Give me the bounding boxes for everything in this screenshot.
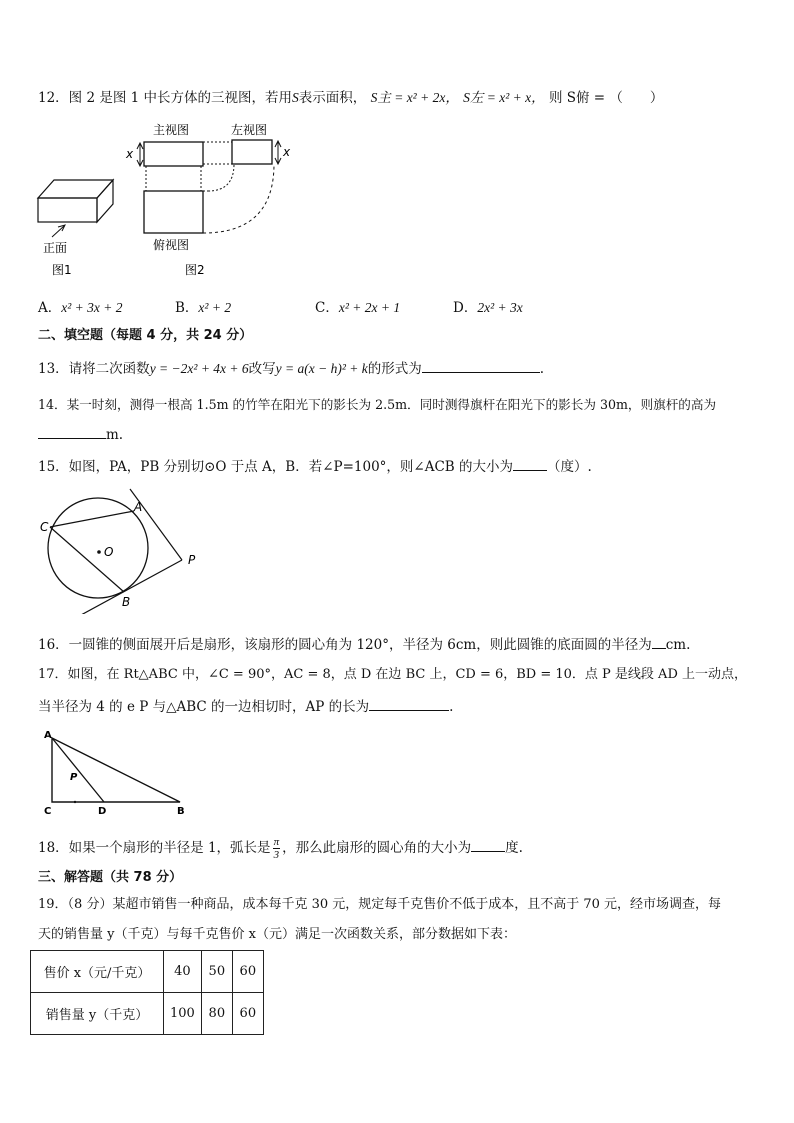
option-c: C．x² + 2x + 1 bbox=[315, 300, 401, 316]
option-a: A．x² + 3x + 2 bbox=[38, 300, 123, 316]
svg-text:A: A bbox=[134, 500, 143, 514]
option-b: B．x² + 2 bbox=[175, 300, 232, 316]
q15: 15．如图，PA，PB 分别切⊙O 于点 A，B．若∠P=100°，则∠ACB 的大小为 （度）. bbox=[38, 456, 592, 477]
svg-text:B: B bbox=[122, 595, 131, 609]
q12-stem: 12．图 2 是图 1 中长方体的三视图，若用S表示面积， S主 = x² + 2x， S左 = x² + x， 则 S俯 = （ ） bbox=[38, 90, 664, 106]
q18: 18．如果一个扇形的半径是 1，弧长是 $\frac{\pi}{3}$ ，那么此扇形的圆心角的大小为 度. bbox=[38, 836, 523, 861]
front-view-rect bbox=[144, 142, 203, 166]
section-2-heading: 二、填空题（每题 4 分，共 24 分） bbox=[38, 328, 253, 343]
svg-text:P: P bbox=[188, 553, 196, 567]
q15-figure bbox=[30, 482, 210, 614]
q17-figure bbox=[38, 728, 198, 818]
q17-answer-blank[interactable] bbox=[369, 696, 449, 711]
svg-text:D: D bbox=[98, 806, 107, 817]
fig1-label: 图1 bbox=[52, 263, 72, 277]
svg-text:B: B bbox=[177, 806, 185, 817]
fig-front-view-label: 主视图 bbox=[153, 123, 190, 137]
svg-text:A: A bbox=[44, 730, 52, 741]
q17-line1: 17．如图，在 Rt△ABC 中，∠C = 90°，AC = 8，点 D 在边 BC 上，CD = 6，BD = 10．点 P 是线段 AD 上一动点， bbox=[38, 667, 748, 682]
q16: 16．一圆锥的侧面展开后是扇形，该扇形的圆心角为 120°，半径为 6cm，则此圆锥的底面圆的半径为 cm. bbox=[38, 634, 690, 655]
table-row: 售价 x（元/千克） 40 50 60 bbox=[31, 951, 264, 993]
q17-line2: 当半径为 4 的 e P 与△ABC 的一边相切时，AP 的长为 . bbox=[38, 696, 453, 717]
q13: 13．请将二次函数y = −2x² + 4x + 6改写y = a(x − h)² + k的形式为 . bbox=[38, 358, 544, 379]
svg-text:C: C bbox=[40, 520, 49, 534]
fig-top-view-label: 俯视图 bbox=[153, 238, 190, 252]
option-d: D．2x² + 3x bbox=[453, 300, 523, 316]
q15-answer-blank[interactable] bbox=[513, 456, 547, 471]
triangle-abc bbox=[52, 738, 180, 802]
q19-line1: 19．（8 分）某超市销售一种商品，成本每千克 30 元，规定每千克售价不低于成本，且不高于 70 元，经市场调查，每 bbox=[38, 897, 722, 912]
left-view-rect bbox=[232, 140, 272, 164]
dim-x-front: x bbox=[126, 147, 134, 161]
q19-table bbox=[30, 950, 264, 1035]
q14-answer-blank[interactable] bbox=[38, 424, 106, 439]
box-front-face bbox=[38, 198, 97, 222]
fig-left-view-label: 左视图 bbox=[231, 123, 268, 137]
q19-line2: 天的销售量 y（千克）与每千克售价 x（元）满足一次函数关系，部分数据如下表： bbox=[38, 927, 516, 942]
q13-answer-blank[interactable] bbox=[422, 358, 540, 373]
q12-eq-front: S主 = x² + 2x， bbox=[370, 90, 459, 105]
q18-fraction: $\frac{\pi}{3}$ bbox=[273, 836, 280, 861]
q15-circle bbox=[48, 498, 148, 598]
fig2-label: 图2 bbox=[185, 263, 205, 277]
svg-text:P: P bbox=[70, 772, 78, 783]
table-row: 销售量 y（千克） 100 80 60 bbox=[31, 993, 264, 1035]
q16-answer-blank[interactable] bbox=[652, 634, 666, 649]
dim-x-left: x bbox=[283, 145, 291, 159]
section-3-heading: 三、解答题（共 78 分） bbox=[38, 870, 183, 885]
svg-text:C: C bbox=[44, 806, 52, 817]
q14-line1: 14．某一时刻，测得一根高 1.5m 的竹竿在阳光下的影长为 2.5m．同时测得旗杆在阳光下的影长为 30m，则旗杆的高为 bbox=[38, 397, 717, 412]
q12-figure bbox=[30, 118, 330, 283]
top-view-rect bbox=[144, 191, 203, 233]
fig-front-label: 正面 bbox=[43, 241, 68, 255]
q12-eq-left: S左 = x² + x， bbox=[463, 90, 545, 105]
svg-text:O: O bbox=[104, 545, 114, 559]
q14-line2: m. bbox=[38, 424, 123, 445]
q18-answer-blank[interactable] bbox=[471, 837, 505, 852]
